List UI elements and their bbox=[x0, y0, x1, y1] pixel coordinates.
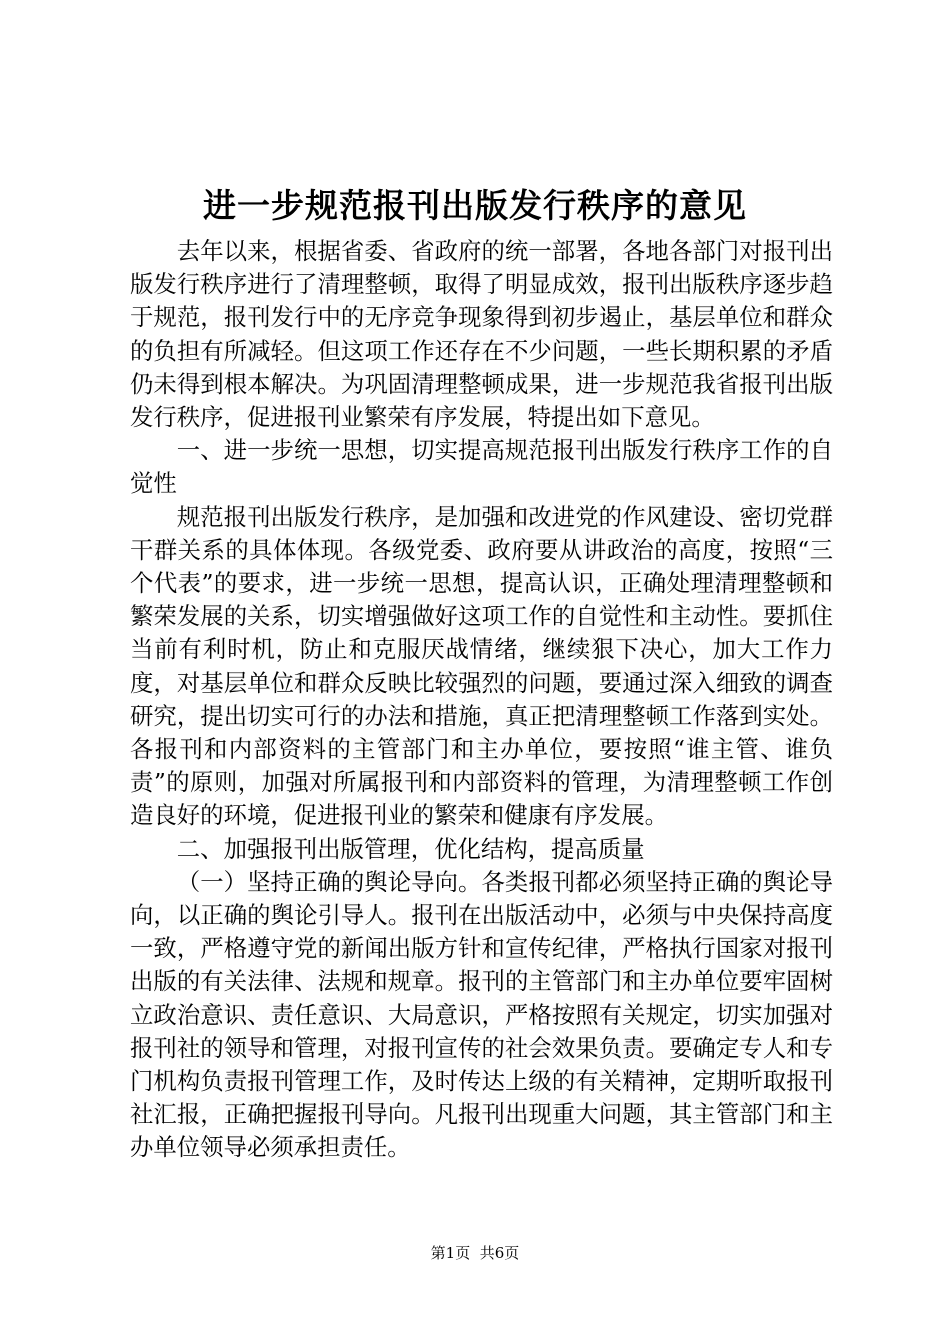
page-footer bbox=[0, 1243, 950, 1263]
page-number: 第1页 bbox=[430, 1244, 471, 1262]
section-2-item-1-paragraph: （一）坚持正确的舆论导向。各类报刊都必须坚持正确的舆论导向，以正确的舆论引导人。报刊在出版活动中，必须与中央保持高度一致，严格遵守党的新闻出版方针和宣传纪律，严格执行国家对报刊出版的有关法律、法规和规章。报刊的主管部门和主办单位要牢固树立政治意识、责任意识、大局意识，严格按照有关规定，切实加强对报刊社的领导和管理，对报刊宣传的社会效果负责。要确定专人和专门机构负责报刊管理工作，及时传达上级的有关精神，定期听取报刊社汇报，正确把握报刊导向。凡报刊出现重大问题，其主管部门和主办单位领导必须承担责任。 bbox=[130, 867, 833, 1162]
section-heading-1: 一、进一步统一思想，切实提高规范报刊出版发行秩序工作的自觉性 bbox=[130, 436, 833, 498]
page-total: 共6页 bbox=[479, 1244, 520, 1262]
document-body bbox=[130, 235, 833, 1165]
intro-paragraph: 去年以来，根据省委、省政府的统一部署，各地各部门对报刊出版发行秩序进行了清理整顿，取得了明显成效，报刊出版秩序逐步趋于规范，报刊发行中的无序竞争现象得到初步遏止，基层单位和群众的负担有所减轻。但这项工作还存在不少问题，一些长期积累的矛盾仍未得到根本解决。为巩固清理整顿成果，进一步规范我省报刊出版发行秩序，促进报刊业繁荣有序发展，特提出如下意见。 bbox=[130, 237, 833, 432]
document-title: 进一步规范报刊出版发行秩序的意见 bbox=[203, 186, 747, 225]
footer-spacer bbox=[470, 1244, 480, 1262]
section-heading-2: 二、加强报刊出版管理，优化结构，提高质量 bbox=[176, 834, 645, 863]
section-1-paragraph: 规范报刊出版发行秩序，是加强和改进党的作风建设、密切党群干群关系的具体体现。各级党委、政府要从讲政治的高度，按照“三个代表”的要求，进一步统一思想，提高认识，正确处理清理整顿和繁荣发展的关系，切实增强做好这项工作的自觉性和主动性。要抓住当前有利时机，防止和克服厌战情绪，继续狠下决心，加大工作力度，对基层单位和群众反映比较强烈的问题，要通过深入细致的调查研究，提出切实可行的办法和措施，真正把清理整顿工作落到实处。各报刊和内部资料的主管部门和主办单位，要按照“谁主管、谁负责”的原则，加强对所属报刊和内部资料的管理，为清理整顿工作创造良好的环境，促进报刊业的繁荣和健康有序发展。 bbox=[130, 502, 833, 830]
